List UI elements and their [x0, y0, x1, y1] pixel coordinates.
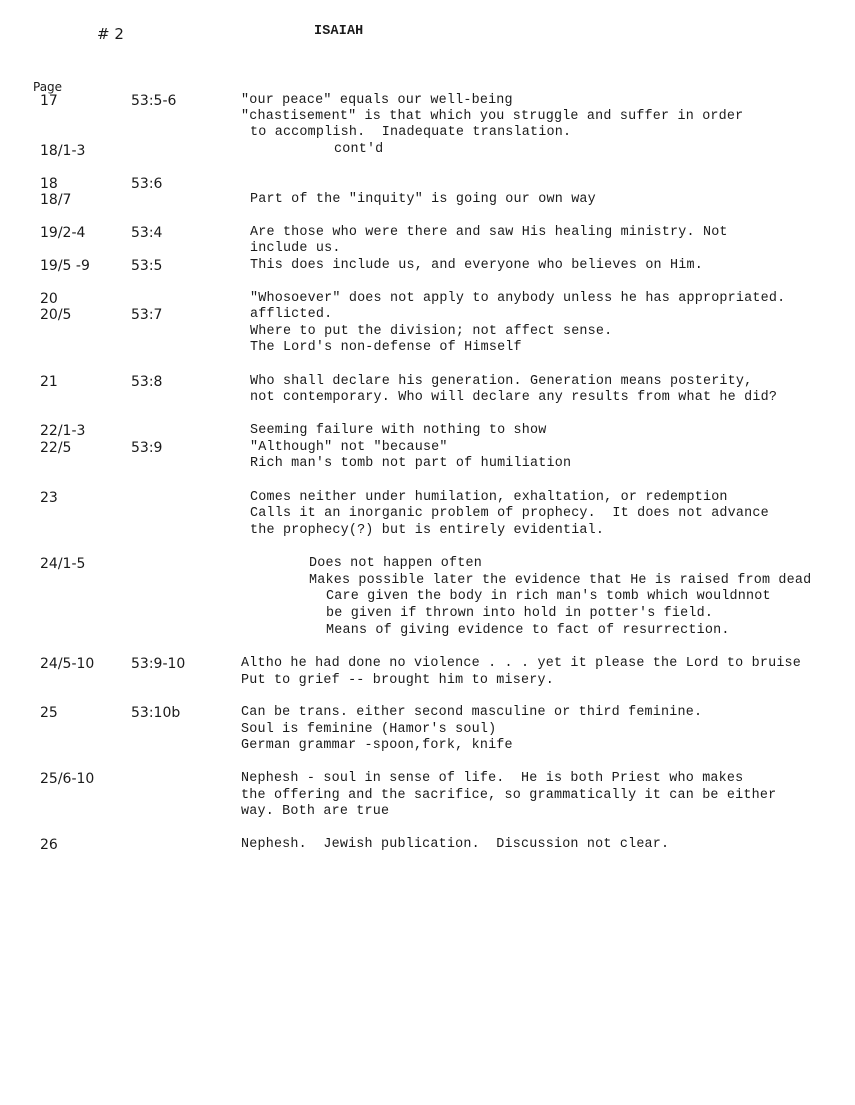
note-line: to accomplish. Inadequate translation. [250, 125, 572, 140]
note-line: "Although" not "because" [250, 440, 448, 455]
note-line: Are those who were there and saw His healing ministry. Not [250, 225, 728, 240]
note-line: Nephesh. Jewish publication. Discussion not clear. [241, 837, 670, 852]
verse-ref: 53:6 [131, 176, 163, 192]
note-line: Makes possible later the evidence that He is raised from dead [309, 573, 812, 588]
note-line: Where to put the division; not affect sense. [250, 324, 613, 339]
page-ref: 21 [40, 374, 58, 390]
page-ref: 23 [40, 490, 58, 506]
page-number: # 2 [97, 25, 124, 43]
verse-ref: 53:8 [131, 374, 163, 390]
note-line: the prophecy(?) but is entirely evidential. [250, 523, 605, 538]
page-ref: 22/5 [40, 440, 72, 456]
page-ref: 25 [40, 705, 58, 721]
note-line: Does not happen often [309, 556, 482, 571]
verse-ref: 53:10b [131, 705, 181, 721]
page-ref: 17 [40, 93, 58, 109]
verse-ref: 53:7 [131, 307, 163, 323]
note-line: Comes neither under humilation, exhaltation, or redemption [250, 490, 728, 505]
page-ref: 20 [40, 291, 58, 307]
page-ref: 20/5 [40, 307, 72, 323]
note-line: The Lord's non-defense of Himself [250, 340, 522, 355]
page-ref: 18/7 [40, 192, 72, 208]
verse-ref: 53:9-10 [131, 656, 186, 672]
note-line: "our peace" equals our well-being [241, 93, 513, 108]
note-line: Care given the body in rich man's tomb which wouldnnot [326, 589, 771, 604]
note-line: afflicted. [250, 307, 333, 322]
document-title: ISAIAH [314, 24, 364, 39]
verse-ref: 53:5 [131, 258, 163, 274]
page-column-label: Page [33, 80, 63, 94]
note-line: Altho he had done no violence . . . yet it please the Lord to bruise [241, 656, 802, 671]
note-line: Calls it an inorganic problem of prophecy. It does not advance [250, 506, 769, 521]
verse-ref: 53:4 [131, 225, 163, 241]
page-ref: 22/1-3 [40, 423, 86, 439]
note-line: Put to grief -- brought him to misery. [241, 673, 554, 688]
note-line: Part of the "inquity" is going our own way [250, 192, 596, 207]
note-line: include us. [250, 241, 341, 256]
note-line: German grammar -spoon,fork, knife [241, 738, 513, 753]
note-line: Can be trans. either second masculine or third feminine. [241, 705, 703, 720]
note-line: This does include us, and everyone who believes on Him. [250, 258, 703, 273]
page-ref: 24/5-10 [40, 656, 95, 672]
note-line: "chastisement" is that which you struggle and suffer in order [241, 109, 744, 124]
note-line: way. Both are true [241, 804, 390, 819]
note-line: not contemporary. Who will declare any results from what he did? [250, 390, 778, 405]
page-ref: 19/5 -9 [40, 258, 90, 274]
verse-ref: 53:9 [131, 440, 163, 456]
note-line: cont'd [334, 142, 384, 157]
page-ref: 18 [40, 176, 58, 192]
note-line: be given if thrown into hold in potter's field. [326, 606, 714, 621]
page-ref: 25/6-10 [40, 771, 95, 787]
verse-ref: 53:5-6 [131, 93, 177, 109]
page-ref: 24/1-5 [40, 556, 86, 572]
note-line: Seeming failure with nothing to show [250, 423, 547, 438]
note-line: Soul is feminine (Hamor's soul) [241, 722, 497, 737]
page-ref: 26 [40, 837, 58, 853]
page-ref: 18/1-3 [40, 143, 86, 159]
note-line: Means of giving evidence to fact of resurrection. [326, 623, 730, 638]
note-line: Nephesh - soul in sense of life. He is both Priest who makes [241, 771, 744, 786]
note-line: Who shall declare his generation. Generation means posterity, [250, 374, 753, 389]
note-line: "Whosoever" does not apply to anybody unless he has appropriated. [250, 291, 786, 306]
note-line: Rich man's tomb not part of humiliation [250, 456, 572, 471]
page-ref: 19/2-4 [40, 225, 86, 241]
note-line: the offering and the sacrifice, so grammatically it can be either [241, 788, 777, 803]
